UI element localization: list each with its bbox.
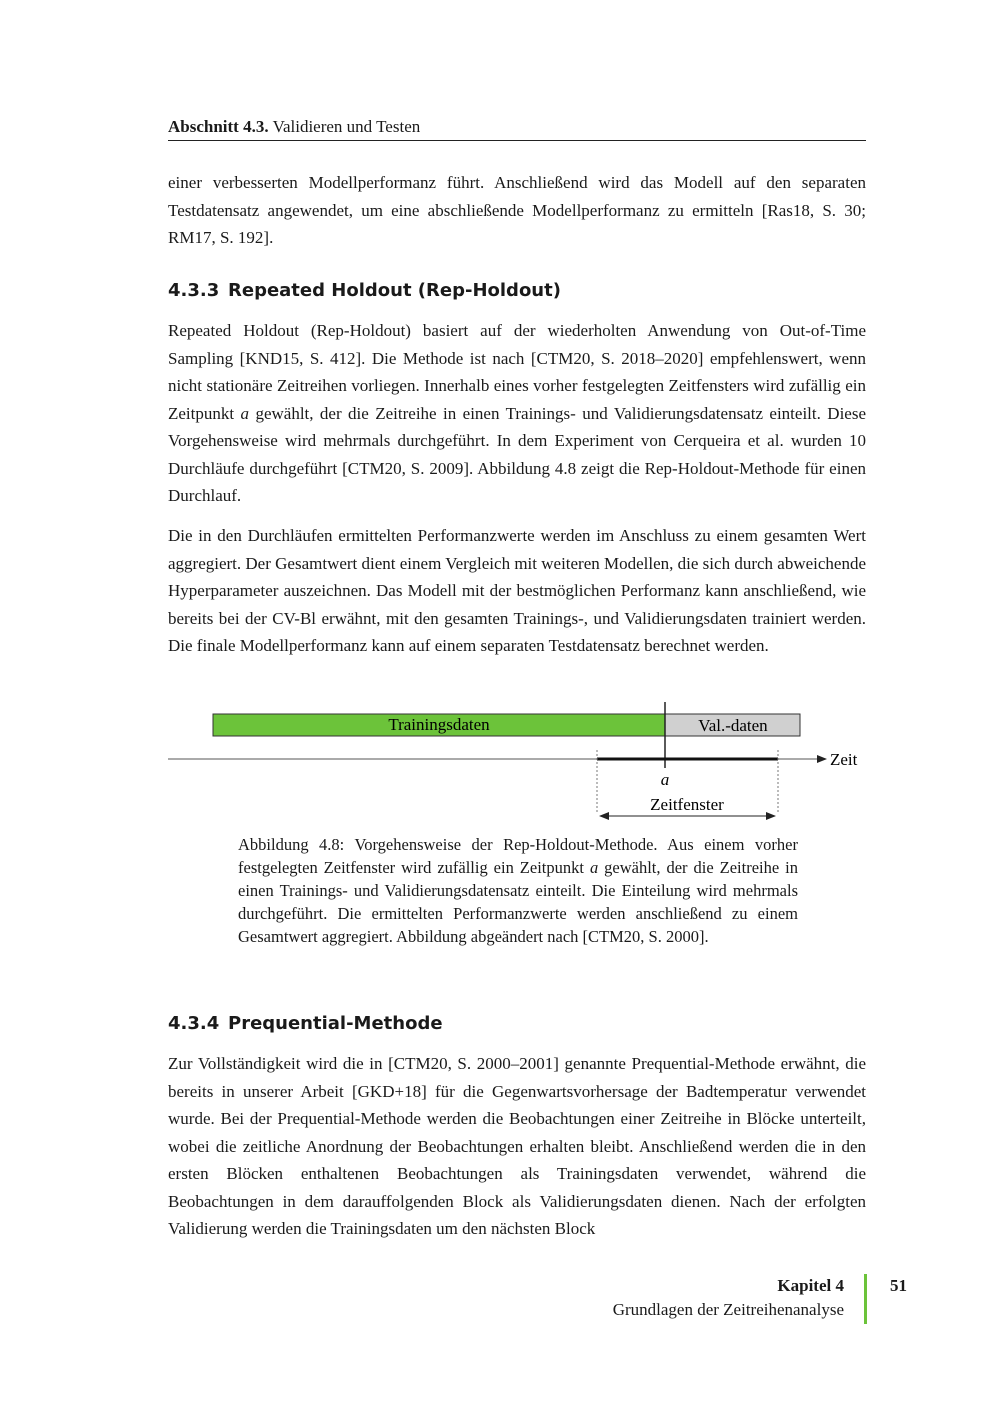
paragraph-intro: einer verbesserten Modellperformanz führt. Anschließend wird das Modell auf den separaten Testdatensatz angewendet, um eine abschließende Modellperformanz zu ermitteln [Ras18, S. 30; RM17, S. 192].: [168, 173, 866, 247]
section-title: Prequential-Methode: [228, 1013, 443, 1034]
footer-chapter-number: Kapitel 4: [777, 1276, 844, 1295]
paragraph-prequential: Zur Vollständigkeit wird die in [CTM20, S. 2000–2001] genannte Prequential-Methode erwähnt, die bereits in unserer Arbeit [GKD+18] für die Gegenwartsvorhersage der Badtemperatur verwendet wurde. Bei der Prequential-Methode werden die Beobachtungen einer Zeitreihe in Blöcke unterteilt, wobei die zeitliche Anordnung der Beobachtungen erhalten bleibt. Anschließend werden die in den ersten Blöcken enthaltenen Beobachtungen als Trainingsdaten verwendet, während die Beobachtungen in dem darauffolgenden Block als Validierungsdaten dienen. Nach der erfolgten Validierung werden die Trainingsdaten um den nächsten Block: [168, 1054, 866, 1238]
footer-chapter: [613, 1274, 844, 1322]
rep-holdout-diagram: [160, 696, 880, 826]
section-number: 4.3.4: [168, 1013, 220, 1034]
header-section-label: Abschnitt 4.3.: [168, 117, 269, 136]
math-variable: a: [589, 858, 599, 877]
section-heading-4-3-4: [168, 1012, 866, 1036]
section-title: Repeated Holdout (Rep-Holdout): [228, 280, 561, 301]
point-label: a: [660, 770, 670, 789]
section-heading-4-3-3: [168, 279, 866, 303]
caption-text: Abbildung 4.8: Vorgehensweise der Rep-Holdout-Methode. Aus einem vorher festgelegten Zeitfenster wird zufällig ein Zeitpunkt: [238, 835, 798, 877]
caption-text: gewählt, der die Zeitreihe in einen Trainings- und Validierungsdatensatz einteilt. Die Einteilung wird mehrmals durchgeführt. Die ermittelten Performanzwerte werden anschließend zu einem Gesamtwert aggregiert. Abbildung abgeändert nach [CTM20, S. 2000].: [238, 858, 798, 946]
section-number: 4.3.3: [168, 280, 220, 301]
running-header: [168, 116, 866, 141]
paragraph-aggregation: Die in den Durchläufen ermittelten Performanzwerte werden im Anschluss zu einem gesamten Wert aggregiert. Der Gesamtwert dient einem Vergleich mit weiteren Modellen, die sich durch abweichende Hyperparameter auszeichnen. Das Modell mit der bestmöglichen Performanz kann anschließend, wie bereits bei der CV-Bl erwähnt, mit den gesamten Trainings-, und Validierungsdaten trainiert werden. Die finale Modellperformanz kann auf einem separaten Testdatensatz berechnet werden.: [168, 526, 867, 655]
footer-divider: [864, 1274, 867, 1324]
paragraph-text: gewählt, der die Zeitreihe in einen Trainings- und Validierungsdatensatz einteilt. Diese Vorgehensweise wird mehrmals durchgeführt. In dem Experiment von Cerqueira et al. wurden 10 Durchläufe durchgeführt [CTM20, S. 2009]. Abbildung 4.8 zeigt die Rep-Holdout-Methode für einen Durchlauf.: [168, 403, 866, 505]
figure-rep-holdout: [160, 696, 880, 826]
math-variable: a: [240, 403, 250, 423]
header-section-title: Validieren und Testen: [272, 117, 421, 136]
time-axis-label: Zeit: [830, 750, 858, 769]
validation-label: Val.-daten: [698, 716, 768, 735]
footer-chapter-title: Grundlagen der Zeitreihenanalyse: [612, 1300, 844, 1319]
figure-caption: [238, 833, 798, 948]
paragraph-text: Repeated Holdout (Rep-Holdout) basiert auf der wiederholten Anwendung von Out-of-Time Sampling [KND15, S. 412]. Die Methode ist nach [CTM20, S. 2018–2020] empfehlenswert, wenn nicht stationäre Zeitreihen vorliegen. Innerhalb eines vorher festgelegten Zeitfensters wird zufällig ein Zeitpunkt: [168, 321, 866, 423]
page-number: 51: [890, 1276, 907, 1295]
training-label: Trainingsdaten: [388, 715, 490, 734]
window-label: Zeitfenster: [650, 795, 724, 814]
paragraph-rep-holdout: [168, 317, 866, 510]
